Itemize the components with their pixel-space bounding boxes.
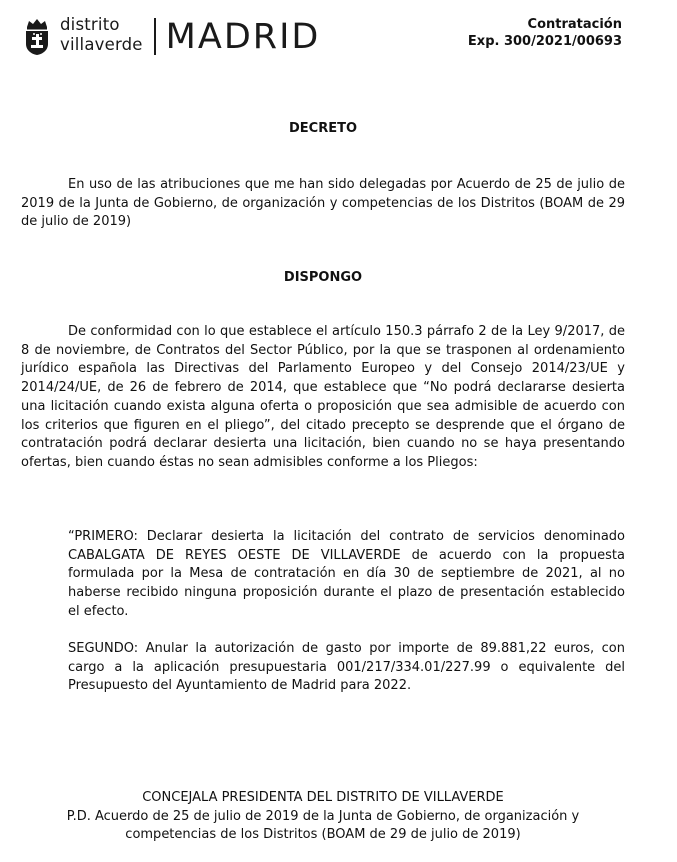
department-label: Contratación bbox=[527, 17, 622, 32]
document-header bbox=[0, 0, 677, 70]
madrid-coat-of-arms-icon bbox=[24, 18, 50, 56]
district-label: distrito bbox=[60, 15, 120, 34]
resolution-first: “PRIMERO: Declarar desierta la licitación del contrato de servicios denominado CABALGATA DE REYES OESTE DE VILLAVERDE de acuerdo con la propuesta formulada por la Mesa de contratación en día 30 de septiembre de 2021, al no haberse recibido ninguna proposición durante el plazo de presentación establecido el efecto. bbox=[68, 529, 625, 619]
delegation-line: P.D. Acuerdo de 25 de julio de 2019 de la Junta de Gobierno, de organización y bbox=[66, 808, 580, 824]
resolution-second: SEGUNDO: Anular la autorización de gasto por importe de 89.881,22 euros, con cargo a la aplicación presupuestaria 001/217/334.01/227.99 o equivalente del Presupuesto del Ayuntamiento de Madrid para 2022. bbox=[68, 641, 625, 694]
district-name bbox=[60, 15, 143, 55]
expediente-number: Exp. 300/2021/00693 bbox=[467, 34, 622, 49]
madrid-logo bbox=[24, 15, 321, 57]
legal-basis-paragraph: De conformidad con lo que establece el artículo 150.3 párrafo 2 de la Ley 9/2017, de 8 de noviembre, de Contratos del Sector Público, por la que se trasponen al ordenamiento jurídico española las Directivas del Parlamento Europeo y del Consejo 2014/23/UE y 2014/24/UE, de 26 de febrero de 2014, que establece que “No podrá declararse desierta una licitación cuando exista alguna oferta o proposición que sea admisible de acuerdo con los criterios que figuren en el pliego”, del citado precepto se desprende que el órgano de contratación podrá declarar desierta una licitación, bien cuando no se haya presentando ofertas, bien cuando éstas no sean admisibles conforme a los Pliegos: bbox=[21, 324, 625, 470]
intro-paragraph: En uso de las atribuciones que me han sido delegadas por Acuerdo de 25 de julio de 2019 de la Junta de Gobierno, de organización y competencias de los Distritos (BOAM de 29 de julio de 2019) bbox=[21, 177, 625, 230]
delegation-line-2: competencias de los Distritos (BOAM de 29 de julio de 2019) bbox=[125, 827, 521, 842]
district-name-label: villaverde bbox=[60, 35, 143, 54]
city-name: MADRID bbox=[165, 17, 321, 57]
file-reference bbox=[468, 16, 622, 50]
signature-block bbox=[0, 789, 646, 845]
dispongo-heading: DISPONGO bbox=[283, 270, 363, 285]
signatory-title: CONCEJALA PRESIDENTA DEL DISTRITO DE VILLAVERDE bbox=[142, 790, 504, 805]
document-title: DECRETO bbox=[288, 121, 358, 136]
logo-divider bbox=[154, 18, 156, 55]
